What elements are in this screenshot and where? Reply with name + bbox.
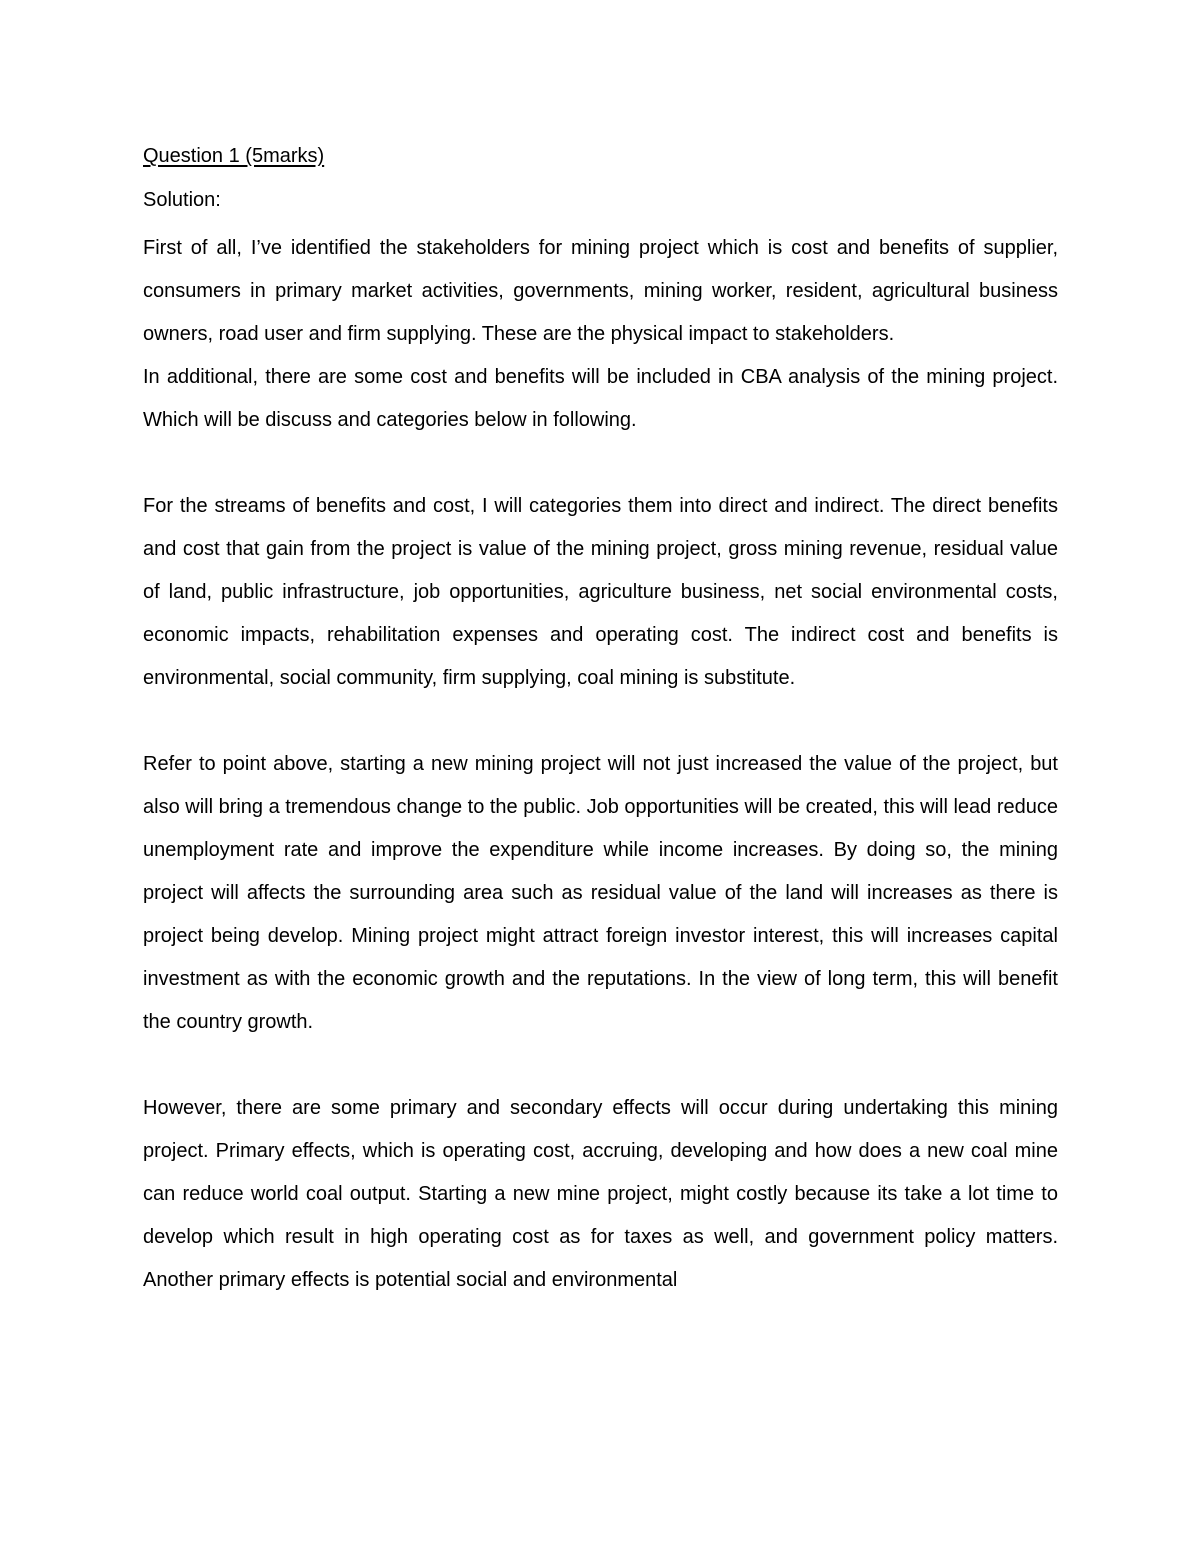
paragraph-gap [143, 1044, 1058, 1087]
question-heading: Question 1 (5marks) [143, 145, 325, 167]
paragraph-gap [143, 700, 1058, 743]
document-body [143, 142, 1058, 1302]
paragraph-benefits-costs: For the streams of benefits and cost, I will categories them into direct and indirect. The direct benefits and cost that gain from the project is value of the mining project, gross mining revenue, residual value of land, public infrastructure, job opportunities, agriculture business, net social environmental costs, economic impacts, rehabilitation expenses and operating cost. The indirect cost and benefits is environmental, social community, firm supplying, coal mining is substitute. [143, 495, 1058, 689]
paragraph-effects: However, there are some primary and secondary effects will occur during undertaking this mining project. Primary effects, which is operating cost, accruing, developing and how does a new coal mine can reduce world coal output. Starting a new mine project, might costly because its take a lot time to develop which result in high operating cost as for taxes as well, and government policy matters. Another primary effects is potential social and environmental [143, 1097, 1058, 1291]
solution-label: Solution: [143, 189, 221, 211]
paragraph-cba-intro: In additional, there are some cost and benefits will be included in CBA analysis of the mining project. Which will be discuss and categories below in following. [143, 366, 1058, 431]
paragraph-gap [143, 442, 1058, 485]
paragraph-stakeholders: First of all, I’ve identified the stakeholders for mining project which is cost and benefits of supplier, consumers in primary market activities, governments, mining worker, resident, agricultural business owners, road user and firm supplying. These are the physical impact to stakeholders. [143, 237, 1058, 345]
paragraph-impacts: Refer to point above, starting a new mining project will not just increased the value of the project, but also will bring a tremendous change to the public. Job opportunities will be created, this will lead reduce unemployment rate and improve the expenditure while income increases. By doing so, the mining project will affects the surrounding area such as residual value of the land will increases as there is project being develop. Mining project might attract foreign investor interest, this will increases capital investment as with the economic growth and the reputations. In the view of long term, this will benefit the country growth. [143, 753, 1058, 1033]
